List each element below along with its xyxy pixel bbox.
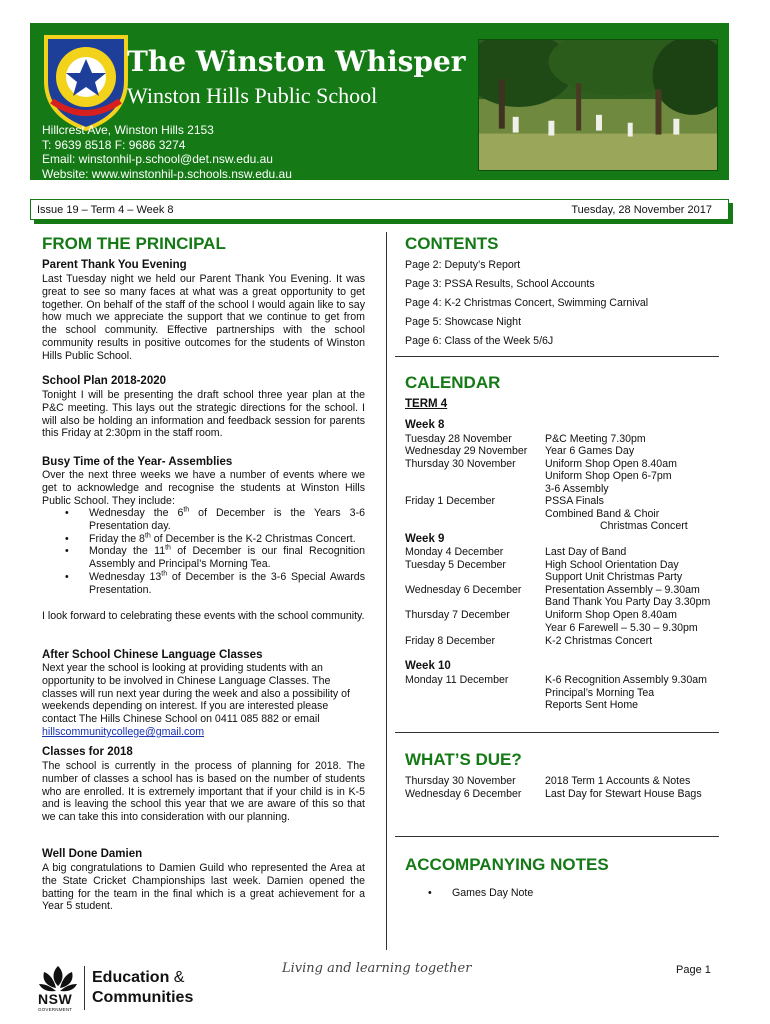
assembly-item-text: of December is the K-2 Christmas Concert. — [150, 532, 356, 545]
calendar-event: Year 6 Farewell – 5.30 – 9.30pm — [545, 622, 698, 634]
notes-heading: ACCOMPANYING NOTES — [405, 855, 609, 874]
contents-item: Page 5: Showcase Night — [405, 316, 522, 328]
issue-number: Issue 19 – Term 4 – Week 8 — [37, 204, 174, 216]
ordinal-suffix: th — [144, 532, 151, 540]
assembly-item — [42, 507, 365, 533]
school-grounds-photo — [478, 39, 718, 171]
calendar-event: Principal’s Morning Tea — [545, 687, 655, 699]
thanks-body: Last Tuesday night we held our Parent Thank You Evening. It was great to see so many faces at what was a great opportunity to get together. On behalf of the staff of the school I would again like to say how much we appreciate the support that we continue to get from the school community. Effective partnerships with the school community results in positive outcomes for the students of Winston Hills Public School. — [42, 273, 365, 362]
calendar-event: Year 6 Games Day — [545, 445, 635, 457]
week-8-label: Week 8 — [405, 419, 445, 431]
assembly-item-text: of December is the Years 3-6 Presentation day. — [89, 507, 365, 532]
calendar-date: Friday 8 December — [405, 635, 496, 647]
due-heading: WHAT’S DUE? — [405, 750, 522, 769]
page-number: Page 1 — [676, 964, 711, 976]
calendar-event: K-2 Christmas Concert — [545, 635, 653, 647]
brand-divider — [84, 966, 85, 1010]
issue-bar — [30, 199, 729, 220]
section-divider — [395, 836, 719, 837]
due-date: Wednesday 6 December — [405, 788, 522, 800]
school-name: Winston Hills Public School — [127, 83, 378, 108]
classes-body: The school is currently in the process of planning for 2018. The number of classes a school has is based on the number of students who are enrolled. It is extremely important that if your child is in K-5 and is leaving the school this year that we are aware of this so that we can take this into consideration with our planning. — [42, 760, 365, 824]
damien-body: A big congratulations to Damien Guild who represented the Area at the State Cricket Championships last week. Damien opened the batting for the team in the final which is a great achievement for a Year 5 student. — [42, 862, 365, 913]
plan-body: Tonight I will be presenting the draft school three year plan at the P&C meeting. This lays out the strategic directions for the school. I will also be holding an information and feedback session for parents this Friday at 2:30pm in the staff room. — [42, 389, 365, 440]
calendar-date: Thursday 30 November — [405, 458, 516, 470]
ordinal-suffix: th — [183, 506, 190, 514]
brand-ampersand: & — [169, 969, 185, 986]
busy-title: Busy Time of the Year- Assemblies — [42, 456, 233, 468]
week-10-label: Week 10 — [405, 660, 451, 672]
calendar-event: Uniform Shop Open 6-7pm — [545, 470, 672, 482]
calendar-event: Reports Sent Home — [545, 699, 639, 711]
calendar-event: High School Orientation Day — [545, 559, 679, 571]
chinese-body — [42, 662, 365, 739]
calendar-date: Thursday 7 December — [405, 609, 510, 621]
plan-title: School Plan 2018-2020 — [42, 375, 167, 387]
calendar-event: Uniform Shop Open 8.40am — [545, 458, 677, 470]
calendar-event: Support Unit Christmas Party — [545, 571, 683, 583]
phone-fax: T: 9639 8518 F: 9686 3274 — [42, 137, 186, 152]
assembly-item-text: of December is our final Recognition Assembly and Principal’s Morning Tea. — [89, 545, 365, 571]
calendar-event: Band Thank You Party Day 3.30pm — [545, 596, 711, 608]
section-divider — [395, 356, 719, 357]
calendar-event: 3-6 Assembly — [545, 483, 609, 495]
assembly-list — [42, 507, 365, 597]
ordinal-suffix: th — [161, 570, 168, 578]
issue-date: Tuesday, 28 November 2017 — [571, 204, 712, 216]
contents-item: Page 2: Deputy’s Report — [405, 259, 521, 271]
website: Website: www.winstonhil-p.schools.nsw.edu.au — [42, 166, 292, 181]
calendar-date: Friday 1 December — [405, 495, 496, 507]
email: Email: winstonhil-p.school@det.nsw.edu.au — [42, 152, 273, 167]
calendar-event: P&C Meeting 7.30pm — [545, 433, 646, 445]
school-crest-logo — [38, 29, 134, 133]
week-9-label: Week 9 — [405, 533, 445, 545]
due-item: Last Day for Stewart House Bags — [545, 788, 702, 800]
calendar-date: Wednesday 29 November — [405, 445, 528, 457]
calendar-event: Christmas Concert — [600, 520, 688, 532]
brand-communities: Communities — [92, 989, 194, 1006]
assembly-item-text: Wednesday the 6 — [89, 507, 184, 519]
column-divider — [386, 232, 387, 950]
ordinal-suffix: th — [165, 544, 171, 552]
calendar-date: Wednesday 6 December — [405, 584, 522, 596]
contents-item: Page 4: K-2 Christmas Concert, Swimming Carnival — [405, 297, 649, 309]
busy-close: I look forward to celebrating these events with the school community. — [42, 610, 365, 622]
calendar-event: Last Day of Band — [545, 546, 627, 558]
tagline: Living and learning together — [282, 961, 472, 976]
brand-line-1 — [92, 969, 184, 987]
calendar-date: Tuesday 5 December — [405, 559, 506, 571]
assembly-item-text: Friday the 8 — [89, 532, 145, 545]
assembly-item — [42, 571, 365, 597]
brand-education: Education — [92, 969, 170, 986]
calendar-event: Uniform Shop Open 8.40am — [545, 609, 677, 621]
calendar-date: Tuesday 28 November — [405, 433, 512, 445]
assembly-item — [42, 533, 365, 546]
assembly-item-text: Wednesday 13 — [89, 570, 162, 583]
assembly-item-text: of December is the 3-6 Special Awards Presentation. — [89, 570, 365, 596]
term-label: TERM 4 — [405, 398, 448, 410]
address: Hillcrest Ave, Winston Hills 2153 — [42, 123, 214, 137]
contents-heading: CONTENTS — [405, 234, 499, 253]
busy-body: Over the next three weeks we have a number of events where we get to acknowledge and recognise the students at Winston Hills Public School. They include: — [42, 469, 365, 507]
principal-heading: FROM THE PRINCIPAL — [42, 234, 226, 253]
calendar-event: PSSA Finals — [545, 495, 604, 507]
nsw-education-logo — [36, 964, 206, 1014]
masthead — [30, 23, 729, 180]
due-date: Thursday 30 November — [405, 775, 516, 787]
nsw-label: NSW — [38, 991, 73, 1007]
classes-title: Classes for 2018 — [42, 746, 133, 758]
chinese-title: After School Chinese Language Classes — [42, 649, 263, 661]
note-item[interactable]: Games Day Note — [452, 887, 534, 899]
contents-item: Page 3: PSSA Results, School Accounts — [405, 278, 595, 290]
calendar-date: Monday 4 December — [405, 546, 504, 558]
chinese-text: Next year the school is looking at providing students with an opportunity to be involved in Chinese Language Classes. The classes will run next year during the week and also a possibility of weekends depending on interest. If you are interested please contact The Hills Chinese School on 0411 085 882 or email — [42, 662, 350, 726]
contact-details — [42, 123, 292, 181]
thanks-title: Parent Thank You Evening — [42, 259, 187, 271]
chinese-email-link[interactable]: hillscommunitycollege@gmail.com — [42, 725, 205, 738]
assembly-item-text: Monday the 11 — [89, 545, 166, 558]
due-item: 2018 Term 1 Accounts & Notes — [545, 775, 691, 787]
note-bullet: • — [428, 887, 432, 899]
calendar-date: Monday 11 December — [405, 674, 509, 686]
assembly-item — [42, 545, 365, 571]
damien-title: Well Done Damien — [42, 848, 143, 860]
newsletter-title: The Winston Whisper — [127, 45, 466, 78]
calendar-heading: CALENDAR — [405, 373, 501, 392]
calendar-event: Combined Band & Choir — [545, 508, 660, 520]
calendar-event: Presentation Assembly – 9.30am — [545, 584, 700, 596]
contents-item: Page 6: Class of the Week 5/6J — [405, 335, 554, 347]
government-label: GOVERNMENT — [38, 1007, 73, 1012]
section-divider — [395, 732, 719, 733]
calendar-event: K-6 Recognition Assembly 9.30am — [545, 674, 707, 686]
